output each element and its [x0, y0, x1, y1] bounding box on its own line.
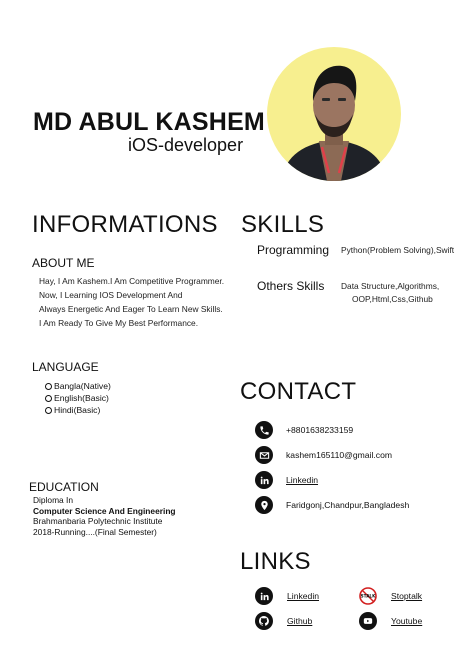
links-youtube-link[interactable]: Youtube [391, 616, 423, 626]
links-heading: LINKS [240, 548, 311, 575]
education-title: EDUCATION [29, 480, 99, 494]
skill-programming-value: Python(Problem Solving),Swift [341, 245, 455, 255]
contact-phone-row [255, 421, 353, 439]
about-line: Hay, I Am Kashem.I Am Competitive Programmer. [39, 276, 225, 286]
language-list [45, 380, 111, 416]
location-icon [255, 496, 273, 514]
links-youtube-row[interactable] [359, 612, 422, 630]
about-me-title: ABOUT ME [32, 256, 95, 270]
about-line: I Am Ready To Give My Best Performance. [39, 318, 199, 328]
education-details [33, 495, 176, 537]
links-linkedin-row[interactable] [255, 587, 319, 605]
links-github-link[interactable]: Github [287, 616, 313, 626]
language-label: English(Basic) [54, 393, 109, 403]
stoptalk-badge-text: STALK [360, 593, 376, 599]
contact-linkedin-link[interactable]: Linkedin [286, 475, 319, 485]
links-linkedin-link[interactable]: Linkedin [287, 591, 320, 601]
language-item [45, 392, 111, 404]
about-line: Now, I Learning IOS Development And [39, 290, 183, 300]
youtube-icon [359, 612, 377, 630]
linkedin-icon [255, 471, 273, 489]
education-line: Brahmanbaria Polytechnic Institute [33, 516, 163, 526]
skill-others-label: Others Skills [257, 279, 325, 293]
candidate-name: MD ABUL KASHEM [33, 108, 265, 136]
phone-icon [255, 421, 273, 439]
contact-linkedin-row [255, 471, 318, 489]
profile-photo [267, 47, 401, 181]
contact-email[interactable]: kashem165110@gmail.com [286, 450, 393, 460]
links-stoptalk-row[interactable] [359, 587, 422, 605]
profile-portrait [267, 47, 401, 181]
circle-bullet-icon [45, 395, 52, 402]
about-me-text [39, 274, 224, 330]
github-icon [255, 612, 273, 630]
language-label: Bangla(Native) [54, 381, 111, 391]
circle-bullet-icon [45, 383, 52, 390]
email-icon [255, 446, 273, 464]
language-item [45, 404, 111, 416]
contact-heading: CONTACT [240, 378, 357, 405]
language-title: LANGUAGE [32, 360, 99, 374]
contact-phone: +8801638233159 [286, 425, 354, 435]
linkedin-icon [255, 587, 273, 605]
stoptalk-icon [359, 587, 377, 605]
about-line: Always Energetic And Eager To Learn New Skills. [39, 304, 223, 314]
skill-others-value-line1: Data Structure,Algorithms, [341, 281, 440, 291]
skill-programming-label: Programming [257, 243, 330, 257]
candidate-role: iOS-developer [128, 135, 244, 155]
links-stoptalk-link[interactable]: Stoptalk [391, 591, 423, 601]
education-line: Diploma In [33, 495, 74, 505]
contact-address: Faridgonj,Chandpur,Bangladesh [286, 500, 410, 510]
contact-address-row [255, 496, 409, 514]
language-label: Hindi(Basic) [54, 405, 101, 415]
circle-bullet-icon [45, 407, 52, 414]
informations-heading: INFORMATIONS [32, 211, 218, 238]
links-github-row[interactable] [255, 612, 312, 630]
language-item [45, 380, 111, 392]
education-line: Computer Science And Engineering [33, 505, 176, 516]
education-line: 2018-Running....(Final Semester) [33, 526, 157, 537]
skills-heading: SKILLS [241, 211, 325, 238]
skill-others-value-line2: OOP,Html,Css,Github [352, 294, 433, 304]
contact-email-row [255, 446, 392, 464]
